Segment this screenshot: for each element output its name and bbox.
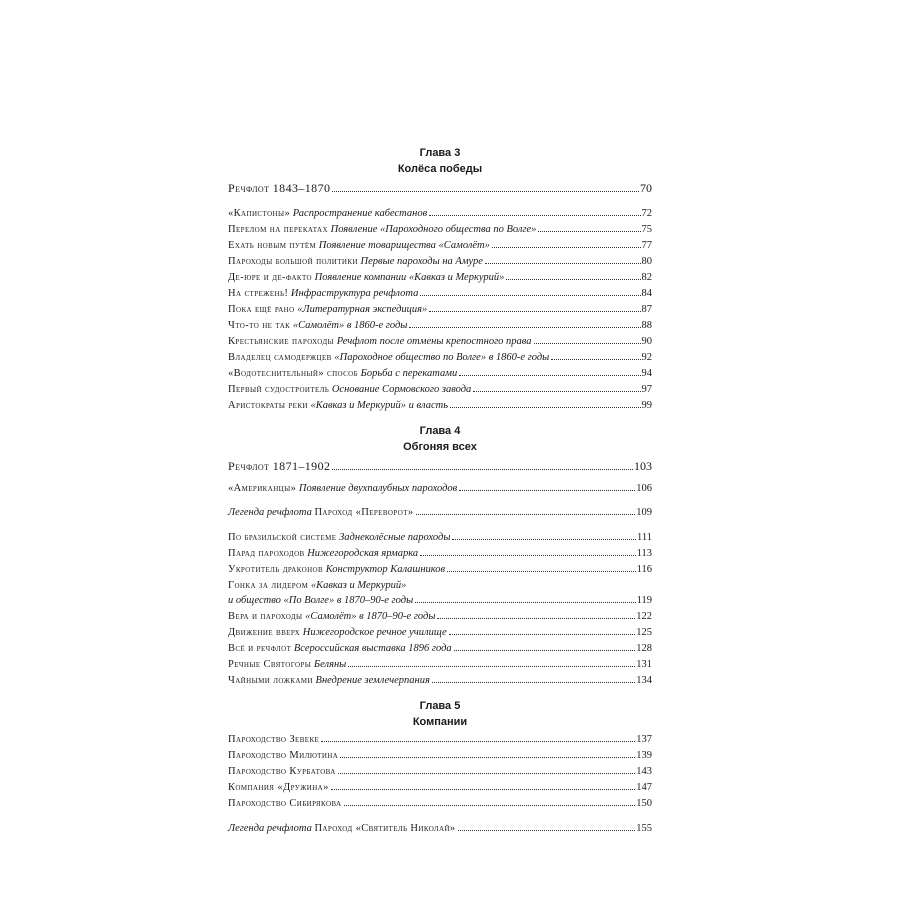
toc-entry[interactable] [228, 207, 652, 221]
dot-leader [506, 279, 640, 280]
page-number: 139 [636, 750, 652, 761]
dot-leader [534, 343, 641, 344]
entry-italic: Конструктор Калашников [325, 564, 446, 575]
page-number: 113 [636, 548, 652, 559]
entry-italic: Всероссийская выставка 1896 года [293, 643, 452, 654]
dot-leader [348, 666, 635, 667]
dot-leader [332, 469, 633, 470]
toc-entry[interactable] [228, 319, 652, 333]
entry-title [228, 797, 342, 811]
entry-smallcaps: Чайными ложками [228, 675, 313, 686]
entry-title [228, 367, 457, 381]
entry-italic: Инфраструктура речфлота [290, 288, 419, 299]
entry-italic: Распространение кабестанов [292, 208, 428, 219]
entry-smallcaps: Пароходство Сибирякова [228, 798, 342, 809]
entry-italic: Появление двухпалубных пароходов [298, 483, 458, 494]
entry-italic: и общество «По Волге» в 1870–90-е годы [228, 595, 414, 606]
entry-smallcaps: Речные Святогоры [228, 659, 312, 670]
toc-entry[interactable] [228, 181, 652, 195]
page-number: 94 [641, 368, 652, 379]
entry-italic: Внедрение землечерпания [315, 675, 430, 686]
page-number: 88 [641, 320, 652, 331]
dot-leader [437, 618, 635, 619]
entry-title [228, 383, 471, 397]
dot-leader [331, 789, 635, 790]
page-number: 116 [636, 564, 652, 575]
toc-entry[interactable] [228, 674, 652, 688]
toc-entry[interactable] [228, 223, 652, 237]
entry-title [228, 749, 338, 763]
entry-smallcaps: Пароход «Переворот» [314, 507, 414, 518]
page-number: 119 [636, 595, 652, 606]
toc-entry[interactable] [228, 781, 652, 795]
entry-title [228, 335, 532, 349]
toc-entry[interactable] [228, 351, 652, 365]
toc-entry[interactable] [228, 303, 652, 317]
entry-title [228, 506, 414, 520]
toc-entry[interactable] [228, 459, 652, 473]
entry-title [228, 563, 445, 577]
page-number: 80 [641, 256, 652, 267]
dot-leader [450, 407, 641, 408]
toc-entry[interactable] [228, 399, 652, 413]
page-number: 77 [641, 240, 652, 251]
entry-title: Речфлот 1871–1902 [228, 459, 331, 473]
page-number: 125 [636, 627, 652, 638]
dot-leader [415, 602, 635, 603]
entry-italic: «Пароходное общество по Волге» в 1860-е годы [334, 352, 550, 363]
entry-title [228, 303, 427, 317]
entry-smallcaps: Пока ещё рано [228, 304, 295, 315]
page-number: 75 [641, 224, 652, 235]
entry-smallcaps: Перелом на перекатах [228, 224, 328, 235]
entry-italic: Основание Сормовского завода [331, 384, 472, 395]
page-number: 106 [636, 483, 652, 494]
toc-entry[interactable] [228, 482, 652, 496]
entry-smallcaps: Парад пароходов [228, 548, 305, 559]
entry-smallcaps: Вера и пароходы [228, 611, 303, 622]
page-number: 131 [636, 659, 652, 670]
dot-leader [321, 741, 635, 742]
entry-title [228, 482, 457, 496]
dot-leader [340, 757, 635, 758]
entry-title [228, 319, 407, 333]
entry-title [228, 287, 418, 301]
page-number: 99 [641, 400, 652, 411]
dot-leader [420, 295, 640, 296]
entry-smallcaps: Ехать новым путём [228, 240, 317, 251]
entry-smallcaps: Пароход «Святитель Николай» [314, 823, 456, 834]
page-number: 103 [634, 459, 652, 473]
page-number: 150 [636, 798, 652, 809]
toc-entry[interactable] [228, 626, 652, 640]
entry-title [228, 271, 504, 285]
dot-leader [432, 682, 635, 683]
chapter-label: Глава 3 [419, 147, 461, 159]
entry-smallcaps: Пароходы большой политики [228, 256, 358, 267]
dot-leader [344, 805, 636, 806]
dot-leader [449, 634, 636, 635]
dot-leader [458, 830, 636, 831]
entry-title [228, 626, 447, 640]
entry-title [228, 822, 456, 836]
entry-title [228, 239, 490, 253]
entry-smallcaps: Компания «Дружина» [228, 782, 329, 793]
entry-smallcaps: Гонка за лидером [228, 580, 309, 591]
entry-italic: Заднеколёсные пароходы [339, 532, 451, 543]
entry-smallcaps: Пароходство Милютина [228, 750, 339, 761]
entry-italic: Нижегородское речное училище [302, 627, 447, 638]
entry-smallcaps: Аристократы реки [228, 400, 308, 411]
entry-title [228, 781, 329, 795]
entry-smallcaps: Всё и речфлот [228, 643, 292, 654]
entry-smallcaps: На стрежень! [228, 288, 289, 299]
entry-smallcaps: Пароходство Курбатова [228, 766, 336, 777]
dot-leader [485, 263, 641, 264]
toc-entry[interactable] [228, 239, 652, 253]
entry-italic: «Кавказ и Меркурий» [310, 580, 407, 591]
entry-italic: «Самолёт» в 1870–90-е годы [305, 611, 436, 622]
dot-leader [429, 311, 640, 312]
entry-title [228, 255, 483, 269]
entry-italic: Легенда речфлота [228, 823, 312, 834]
chapter-title: Колёса победы [397, 163, 483, 175]
dot-leader [459, 490, 635, 491]
entry-italic: Легенда речфлота [228, 507, 312, 518]
entry-italic: «Литературная экспедиция» [297, 304, 428, 315]
entry-italic: Появление «Пароходного общества по Волге» [330, 224, 537, 235]
entry-smallcaps: Пароходство Зевеке [228, 734, 320, 745]
page-number: 72 [641, 208, 652, 219]
dot-leader [429, 215, 640, 216]
dot-leader [492, 247, 641, 248]
page-number: 109 [636, 507, 652, 518]
entry-smallcaps: Крестьянские пароходы [228, 336, 335, 347]
page-number: 70 [640, 181, 652, 195]
dot-leader [459, 375, 640, 376]
toc-entry[interactable] [228, 749, 652, 763]
toc-entry[interactable] [228, 563, 652, 577]
dot-leader [452, 539, 636, 540]
entry-title [228, 399, 448, 413]
toc-legend-entry[interactable] [228, 822, 652, 836]
entry-title [228, 610, 435, 624]
entry-smallcaps: Владелец самодержцев [228, 352, 332, 363]
dot-leader [338, 773, 636, 774]
page-number: 92 [641, 352, 652, 363]
toc-entry[interactable] [228, 383, 652, 397]
page-number: 87 [641, 304, 652, 315]
dot-leader [447, 571, 636, 572]
entry-smallcaps: Де-юре и де-факто [228, 272, 313, 283]
toc-entry[interactable] [228, 531, 652, 545]
chapter-title: Обгоняя всех [403, 441, 477, 453]
toc-entry[interactable] [228, 367, 652, 381]
entry-title [228, 674, 430, 688]
entry-title [228, 765, 336, 779]
entry-smallcaps: «Водотеснительный» способ [228, 368, 359, 379]
entry-title [228, 733, 319, 747]
entry-smallcaps: «Американцы» [228, 483, 297, 494]
entry-italic: «Кавказ и Меркурий» и власть [310, 400, 448, 411]
dot-leader [409, 327, 640, 328]
chapter-title: Компании [412, 716, 468, 728]
page-number: 97 [641, 384, 652, 395]
entry-title [228, 223, 536, 237]
entry-italic: «Самолёт» в 1860-е годы [292, 320, 408, 331]
entry-italic: Первые пароходы на Амуре [360, 256, 483, 267]
entry-smallcaps: Первый судостроитель [228, 384, 330, 395]
entry-italic: Беляны [313, 659, 347, 670]
entry-title [228, 594, 413, 608]
entry-smallcaps: «Капистоны» [228, 208, 291, 219]
toc-entry[interactable] [228, 255, 652, 269]
page-number: 128 [636, 643, 652, 654]
toc-entry[interactable] [228, 610, 652, 624]
page-number: 82 [641, 272, 652, 283]
dot-leader [551, 359, 640, 360]
entry-title [228, 531, 450, 545]
toc-entry[interactable] [228, 271, 652, 285]
entry-title [228, 658, 346, 672]
toc-entry[interactable] [228, 547, 652, 561]
dot-leader [332, 191, 639, 192]
entry-title [228, 547, 418, 561]
entry-italic: Борьба с перекатами [360, 368, 458, 379]
page-number: 111 [637, 532, 652, 543]
toc-entry[interactable] [228, 797, 652, 811]
entry-italic: Появление товарищества «Самолёт» [318, 240, 490, 251]
toc-legend-entry[interactable] [228, 506, 652, 520]
entry-title [228, 207, 427, 221]
page-number: 90 [641, 336, 652, 347]
entry-italic: Речфлот после отмены крепостного права [336, 336, 532, 347]
toc-entry[interactable] [228, 733, 652, 747]
dot-leader [420, 555, 635, 556]
toc-entry[interactable] [228, 287, 652, 301]
entry-title [228, 579, 406, 593]
entry-smallcaps: Движение вверх [228, 627, 301, 638]
page-number: 155 [636, 823, 652, 834]
entry-italic: Нижегородская ярмарка [307, 548, 419, 559]
chapter-label: Глава 4 [419, 425, 461, 437]
entry-title [228, 642, 452, 656]
toc-entry[interactable] [228, 658, 652, 672]
entry-title: Речфлот 1843–1870 [228, 181, 331, 195]
dot-leader [416, 514, 636, 515]
page-number: 143 [636, 766, 652, 777]
page-number: 134 [636, 675, 652, 686]
dot-leader [473, 391, 640, 392]
toc-entry[interactable] [228, 642, 652, 656]
toc-entry[interactable] [228, 594, 652, 608]
chapter-label: Глава 5 [419, 700, 461, 712]
toc-entry[interactable] [228, 335, 652, 349]
entry-smallcaps: По бразильской системе [228, 532, 337, 543]
entry-italic: Появление компании «Кавказ и Меркурий» [314, 272, 505, 283]
page-number: 84 [641, 288, 652, 299]
entry-title [228, 351, 549, 365]
dot-leader [454, 650, 636, 651]
entry-smallcaps: Что-то не так [228, 320, 291, 331]
toc-entry[interactable] [228, 765, 652, 779]
dot-leader [538, 231, 640, 232]
page-number: 147 [636, 782, 652, 793]
page-number: 122 [636, 611, 652, 622]
entry-smallcaps: Укротитель драконов [228, 564, 324, 575]
toc-entry[interactable] [228, 579, 652, 593]
page-number: 137 [636, 734, 652, 745]
